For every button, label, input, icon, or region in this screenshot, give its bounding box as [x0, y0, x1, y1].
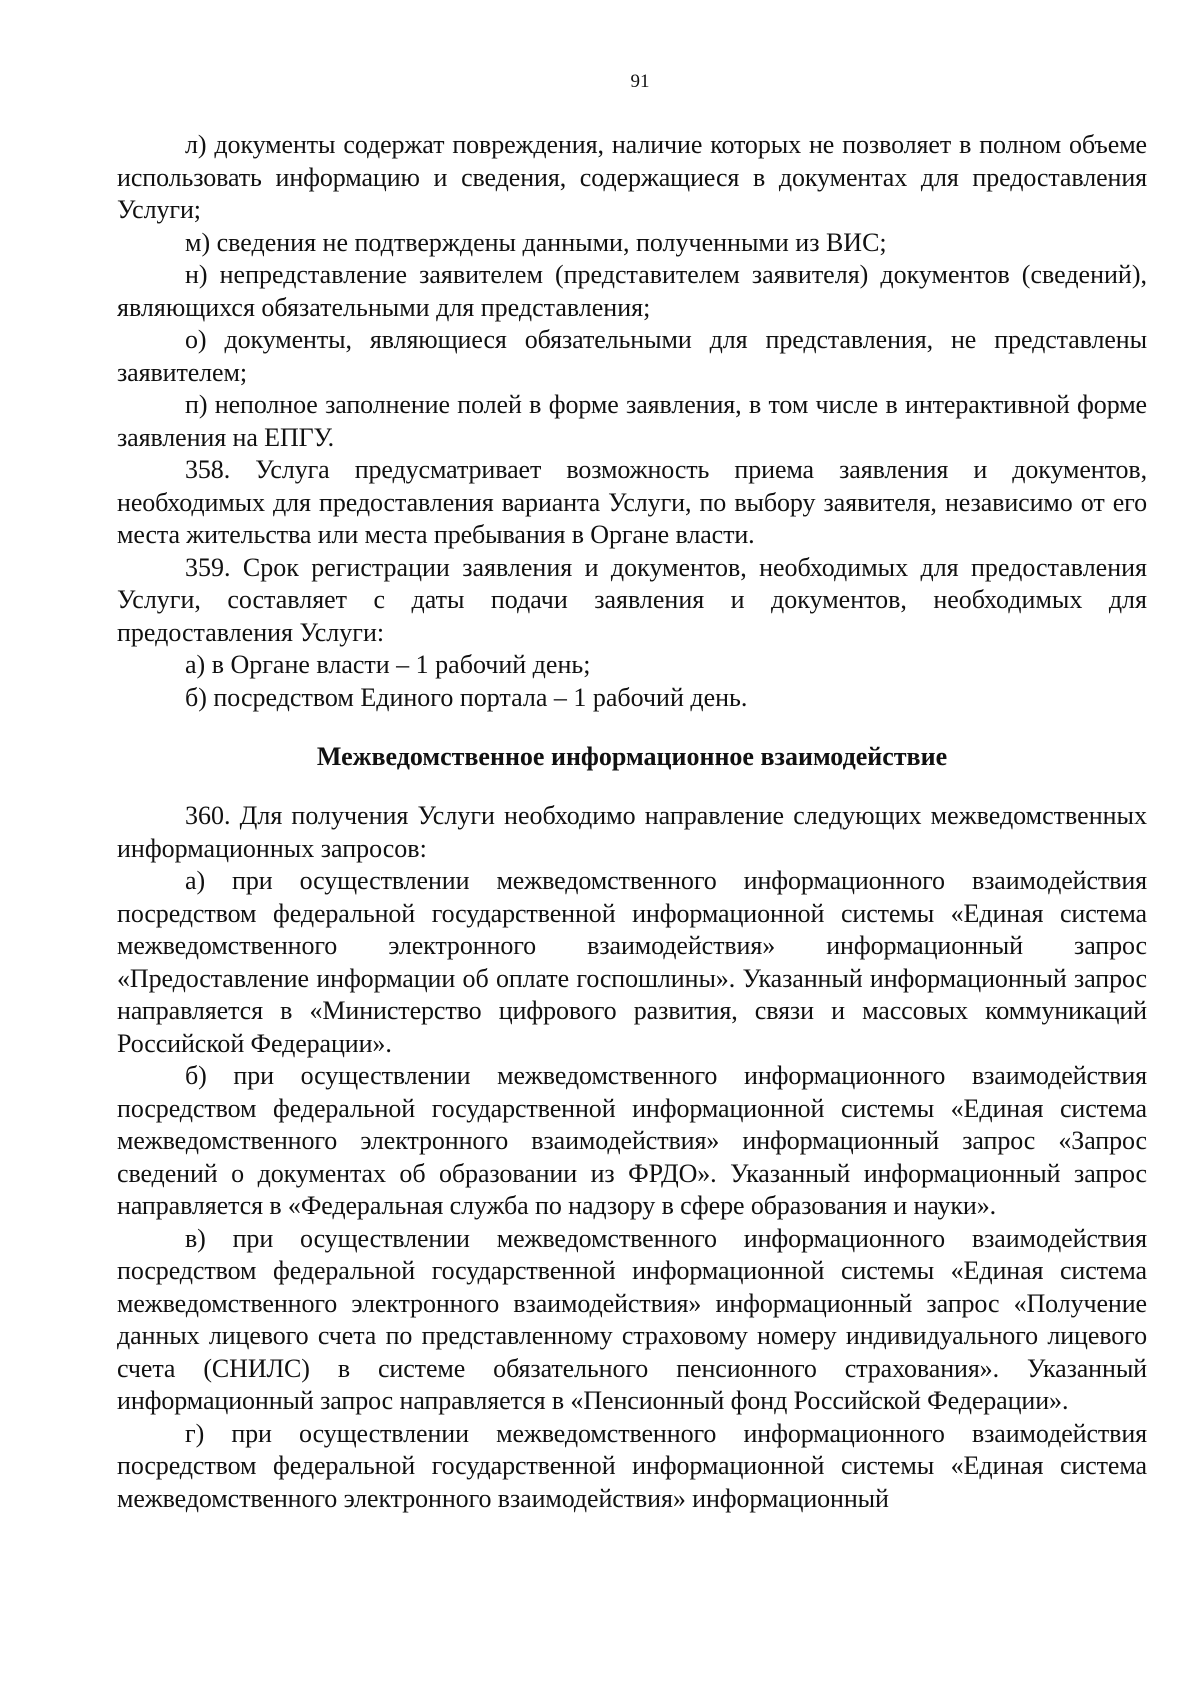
paragraph-360-a: а) при осуществлении межведомственного информационного взаимодействия посредством федеральной государственной информационной системы «Единая система межведомственного электронного взаимодействия» информационный запрос «Предоставление информации об оплате госпошлины». Указанный информационный запрос направляется в «Министерство цифрового развития, связи и массовых коммуникаций Российской Федерации». — [117, 866, 1147, 1058]
paragraph-n: н) непредставление заявителем (представителем заявителя) документов (сведений), являющихся обязательными для представления; — [117, 260, 1147, 322]
paragraph-359-a: а) в Органе власти – 1 рабочий день; — [185, 650, 591, 679]
section-heading: Межведомственное информационное взаимодействие — [316, 742, 948, 771]
paragraph-m: м) сведения не подтверждены данными, полученными из ВИС; — [185, 227, 887, 257]
paragraph-o: о) документы, являющиеся обязательными для представления, не представлены заявителем; — [117, 325, 1147, 387]
document-page — [117, 70, 1147, 1515]
paragraph-360-b: б) при осуществлении межведомственного информационного взаимодействия посредством федеральной государственной информационной системы «Единая система межведомственного электронного взаимодействия» информационный запрос «Запрос сведений о документах об образовании из ФРДО». Указанный информационный запрос направляется в «Федеральная служба по надзору в сфере образования и науки». — [117, 1061, 1147, 1220]
paragraph-l: л) документы содержат повреждения, наличие которых не позволяет в полном объеме использовать информацию и сведения, содержащиеся в документах для предоставления Услуги; — [117, 130, 1147, 224]
paragraph-359-b: б) посредством Единого портала – 1 рабочий день. — [185, 682, 748, 712]
paragraph-359: 359. Срок регистрации заявления и документов, необходимых для предоставления Услуги, составляет с даты подачи заявления и документов, необходимых для предоставления Услуги: — [117, 552, 1147, 647]
paragraph-360: 360. Для получения Услуги необходимо направление следующих межведомственных информационных запросов: — [117, 801, 1147, 863]
paragraph-p: п) неполное заполнение полей в форме заявления, в том числе в интерактивной форме заявления на ЕПГУ. — [117, 390, 1147, 452]
paragraph-360-g: г) при осуществлении межведомственного информационного взаимодействия посредством федеральной государственной информационной системы «Единая система межведомственного электронного взаимодействия» информационный — [117, 1418, 1147, 1513]
page-number: 91 — [630, 71, 650, 92]
paragraph-360-v: в) при осуществлении межведомственного информационного взаимодействия посредством федеральной государственной информационной системы «Единая система межведомственного электронного взаимодействия» информационный запрос «Получение данных лицевого счета по представленному страховому номеру индивидуального лицевого счета (СНИЛС) в системе обязательного пенсионного страхования». Указанный информационный запрос направляется в «Пенсионный фонд Российской Федерации». — [117, 1223, 1147, 1415]
paragraph-358: 358. Услуга предусматривает возможность приема заявления и документов, необходимых для предоставления варианта Услуги, по выбору заявителя, независимо от его места жительства или места пребывания в Органе власти. — [117, 455, 1147, 549]
